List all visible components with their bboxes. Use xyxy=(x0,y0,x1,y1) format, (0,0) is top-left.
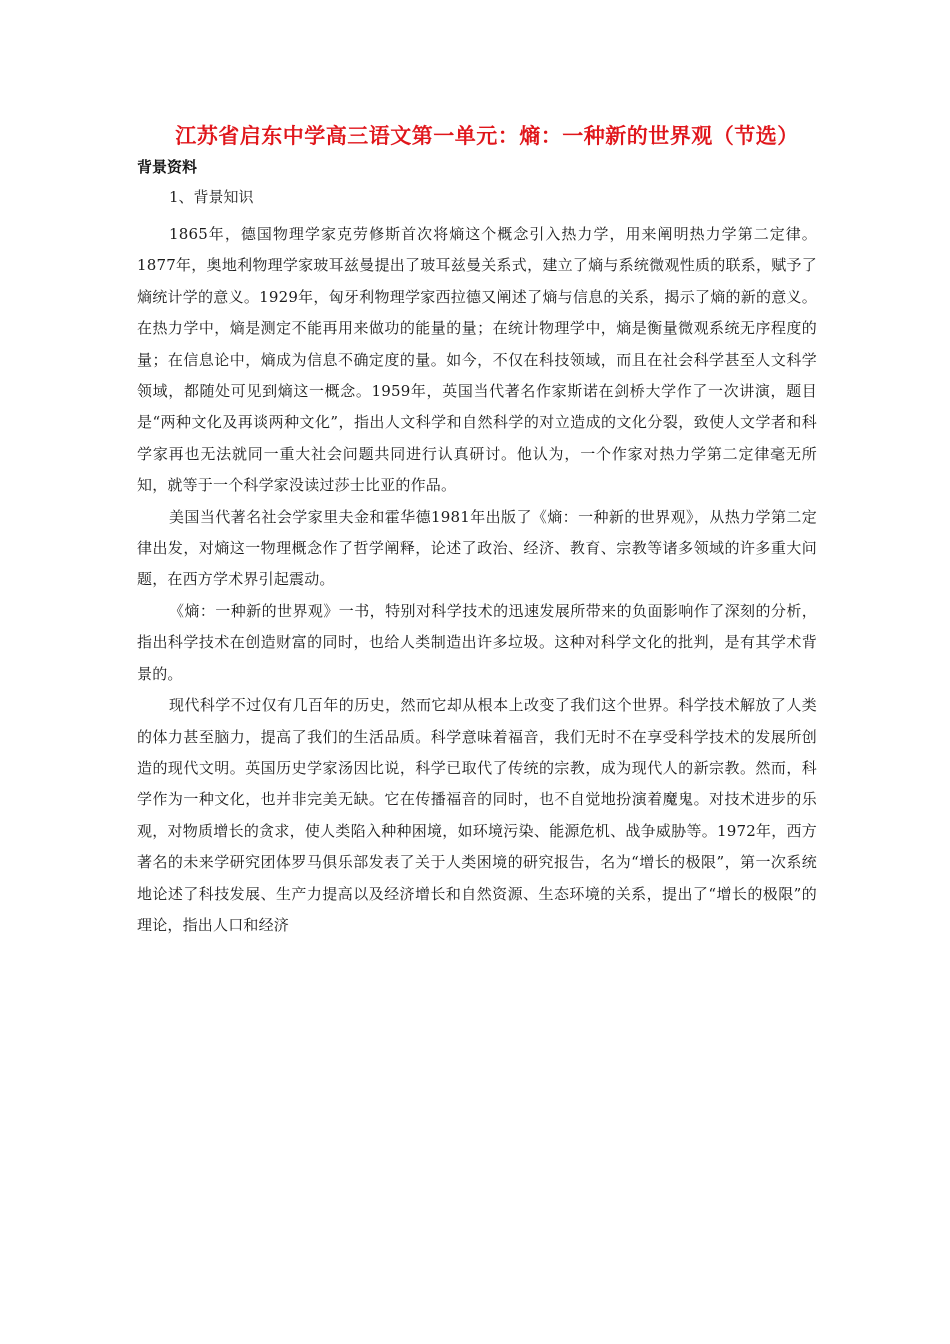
document-title: 江苏省启东中学高三语文第一单元：熵：一种新的世界观（节选） xyxy=(175,124,799,148)
paragraph: 《熵：一种新的世界观》一书，特别对科学技术的迅速发展所带来的负面影响作了深刻的分析，指出科学技术在创造财富的同时，也给人类制造出许多垃圾。这种对科学文化的批判，是有其学术背景的。 xyxy=(137,601,817,683)
document-body xyxy=(137,184,817,941)
paragraph: 1865年，德国物理学家克劳修斯首次将熵这个概念引入热力学，用来阐明热力学第二定律。1877年，奥地利物理学家玻耳兹曼提出了玻耳兹曼关系式，建立了熵与系统微观性质的联系，赋予了熵统计学的意义。1929年，匈牙利物理学家西拉德又阐述了熵与信息的关系，揭示了熵的新的意义。在热力学中，熵是测定不能再用来做功的能量的量；在统计物理学中，熵是衡量微观系统无序程度的量；在信息论中，熵成为信息不确定度的量。如今，不仅在科技领域，而且在社会科学甚至人文科学领域，都随处可见到熵这一概念。1959年，英国当代著名作家斯诺在剑桥大学作了一次讲演，题目是“两种文化及再谈两种文化”，指出人文科学和自然科学的对立造成的文化分裂，致使人文学者和科学家再也无法就同一重大社会问题共同进行认真研讨。他认为，一个作家对热力学第二定律毫无所知，就等于一个科学家没读过莎士比亚的作品。 xyxy=(137,225,817,495)
section-heading: 背景资料 xyxy=(137,158,198,176)
paragraph: 现代科学不过仅有几百年的历史，然而它却从根本上改变了我们这个世界。科学技术解放了人类的体力甚至脑力，提高了我们的生活品质。科学意味着福音，我们无时不在享受科学技术的发展所创造的现代文明。英国历史学家汤因比说，科学已取代了传统的宗教，成为现代人的新宗教。然而，科学作为一种文化，也并非完美无缺。它在传播福音的同时，也不自觉地扮演着魔鬼。对技术进步的乐观，对物质增长的贪求，使人类陷入种种困境，如环境污染、能源危机、战争威胁等。1972年，西方著名的未来学研究团体罗马俱乐部发表了关于人类困境的研究报告，名为“增长的极限”，第一次系统地论述了科技发展、生产力提高以及经济增长和自然资源、生态环境的关系，提出了“增长的极限”的理论，指出人口和经济 xyxy=(137,696,817,934)
paragraph: 美国当代著名社会学家里夫金和霍华德1981年出版了《熵：一种新的世界观》，从热力学第二定律出发，对熵这一物理概念作了哲学阐释，论述了政治、经济、教育、宗教等诸多领域的许多重大问题，在西方学术界引起震动。 xyxy=(137,507,817,589)
subheading: 1、背景知识 xyxy=(169,188,254,206)
